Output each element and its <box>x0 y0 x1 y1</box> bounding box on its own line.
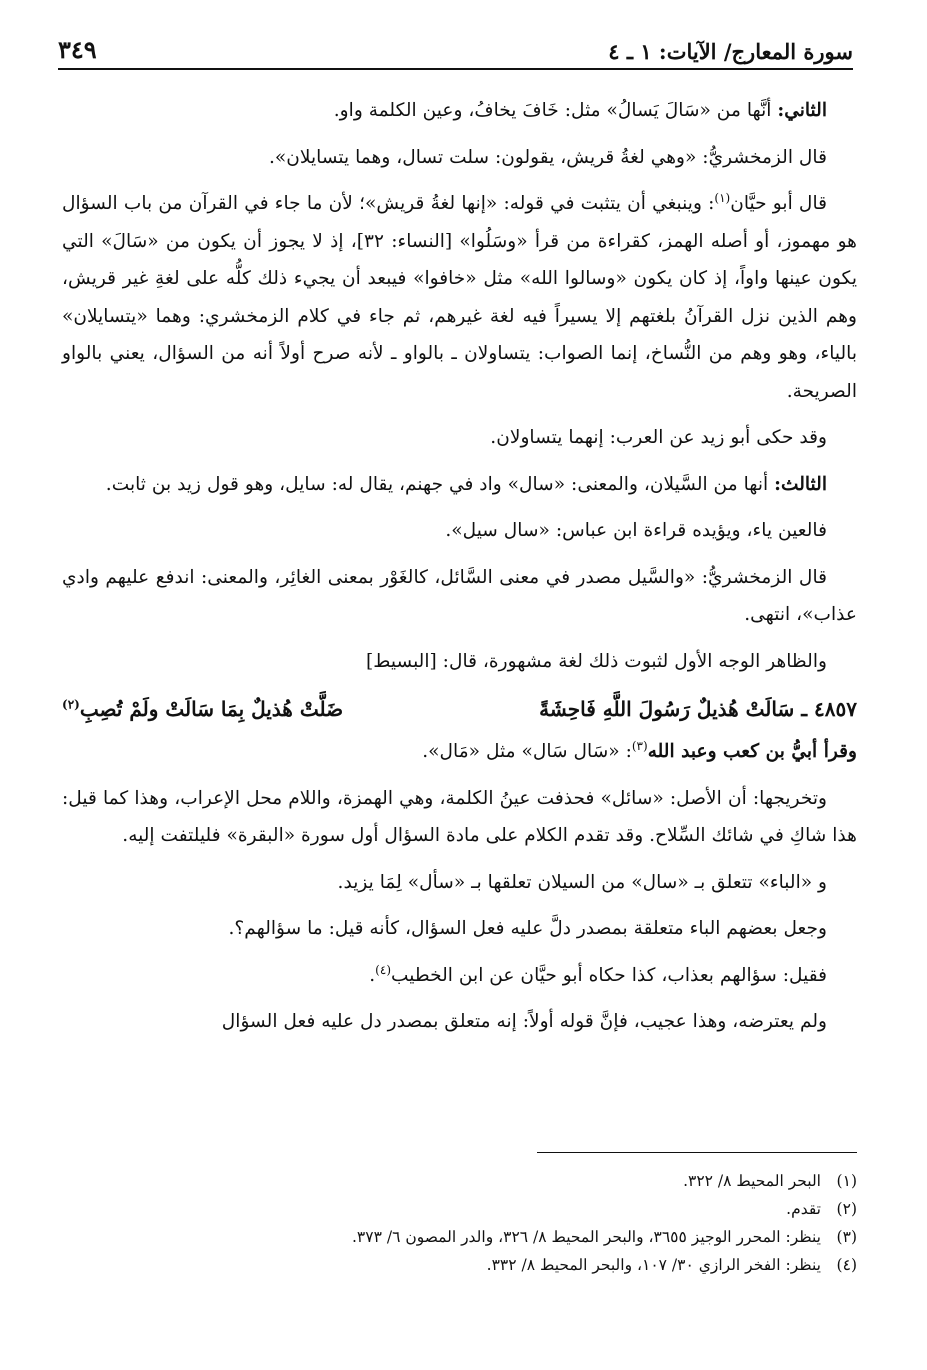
footnote-ref-1[interactable]: (١) <box>714 190 731 205</box>
paragraph-text: : «سَال سَال» مثل «مَال». <box>422 741 632 762</box>
paragraph-masdar-view <box>62 910 857 948</box>
paragraph-text: أنها من السَّيلان، والمعنى: «سال» واد في جهنم، يقال له: سايل، وهو قول زيد بن ثابت. <box>105 473 769 495</box>
paragraph-text: : وينبغي أن يتثبت في قوله: «إنها لغةُ قريش»؛ لأن ما جاء في القرآن من باب السؤال هو مهموز، أو أصله الهمز، كقراءة من قرأ «وسَلُوا» [النساء: ٣٢]، إذ لا يجوز أن يكون من «سَالَ» التي يكون عينها واواً، إذ كان يكون «وسالوا الله» مثل «خافوا» فيبعد أن يجيء ذلك كلُّه على لغةِ غير قريش، وهم الذين نزل القرآنُ بلغتهم إلا يسيراً فيه لغة غيرهم، ثم جاء في كلام الزمخشري: وهما «يتسايلان» بالياء، وهو وهم من النُّساخ، إنما الصواب: يتساولان ـ بالواو ـ لأنه صرح أولاً أنه من السؤال، يعني بالواو الصريحة. <box>62 193 857 402</box>
verse-hemistich-text: سَالَتْ هُذيلٌ رَسُولَ اللَّهِ فَاحِشَةً <box>539 697 795 721</box>
paragraph-text: . <box>369 964 376 986</box>
footnote-number: (٤) <box>836 1256 857 1274</box>
poetry-verse <box>62 689 857 729</box>
footnote-text: تقدم. <box>786 1200 821 1218</box>
footnote-ref-3[interactable]: (٣) <box>631 738 648 753</box>
paragraph-ibn-abbas <box>62 512 857 550</box>
paragraph-text: أنَّها من «سَالَ يَسالُ» مثل: خَافَ يخافُ، وعين الكلمة واو. <box>333 100 772 121</box>
paragraph-text: قال الزمخشريُّ: «وهي لغةُ قريش، يقولون: سلت تسال، وهما يتسايلان». <box>268 146 827 168</box>
footnote-text: البحر المحيط ٨/ ٣٢٢. <box>683 1172 821 1190</box>
footnote-text: ينظر: المحرر الوجيز ٣٦٥٥، والبحر المحيط ٨/ ٣٢٦، والدر المصون ٦/ ٣٧٣. <box>351 1228 821 1246</box>
footnote-item <box>62 1195 857 1223</box>
footnote-number: (١) <box>836 1172 857 1190</box>
paragraph-ubayy-reading <box>62 733 857 771</box>
paragraph-derivation <box>62 780 857 855</box>
paragraph-text: ولم يعترضه، وهذا عجيب، فإنَّ قوله أولاً: إنه متعلق بمصدر دل عليه فعل السؤال <box>221 1011 827 1032</box>
paragraph-text: والظاهر الوجه الأول لثبوت ذلك لغة مشهورة، قال: [البسيط] <box>365 650 827 672</box>
footnote-ref-2[interactable]: (٢) <box>62 697 80 712</box>
paragraph-text: فقيل: سؤالهم بعذاب، كذا حكاه أبو حيَّان عن ابن الخطيب <box>391 964 827 986</box>
paragraph-ibn-khatib <box>62 957 857 995</box>
footnote-number: (٢) <box>836 1200 857 1218</box>
paragraph-text: وجعل بعضهم الباء متعلقة بمصدر دلَّ عليه فعل السؤال، كأنه قيل: ما سؤالهم؟. <box>228 918 827 939</box>
paragraph-abu-zayd <box>62 419 857 457</box>
paragraph-lead: الثاني: <box>777 100 827 121</box>
paragraph-text: وتخريجها: أن الأصل: «سائل» فحذفت عينُ الكلمة، وهي الهمزة، واللام محل الإعراب، وهذا كما قيل: هذا شاكِ في شائك السِّلاح. وقد تقدم الكلام على مادة السؤال أول سورة «البقرة» فليلتفت إليه. <box>62 787 857 846</box>
footnote-item <box>62 1167 857 1195</box>
paragraph-text: و «الباء» تتعلق بـ «سال» من السيلان تعلقها بـ «سأل» لِمَا يزيد. <box>337 871 827 893</box>
verse-hemistich-text: ضَلَّتْ هُذيلٌ بِمَا سَالَتْ ولَمْ تُصِبِ <box>79 697 344 721</box>
paragraph-text: فالعين ياء، ويؤيده قراءة ابن عباس: «سال سيل». <box>445 520 827 541</box>
paragraph-text: وقد حكى أبو زيد عن العرب: إنهما يتساولان. <box>490 427 827 448</box>
verse-first-hemistich <box>539 689 857 729</box>
paragraph-text: قال أبو حيَّان <box>730 193 827 214</box>
footnote-number: (٣) <box>836 1228 857 1246</box>
paragraph-abu-hayyan <box>62 185 857 410</box>
paragraph-apparent-view <box>62 643 857 681</box>
verse-second-hemistich <box>62 689 343 729</box>
footnote-item <box>62 1251 857 1279</box>
footnote-ref-4[interactable]: (٤) <box>375 962 391 977</box>
paragraph-lead: الثالث: <box>774 473 827 495</box>
footnotes-section <box>62 1152 857 1279</box>
main-text <box>62 92 857 1050</box>
page-number: ٣٤٩ <box>58 35 97 64</box>
footnote-item <box>62 1223 857 1251</box>
paragraph-second-view <box>62 92 857 130</box>
paragraph-third-view <box>62 466 857 504</box>
paragraph-zamakhshari-1 <box>62 139 857 177</box>
paragraph-text: قال الزمخشريُّ: «والسَّيل مصدر في معنى السَّائل، كالغَوْر بمعنى الغائِر، والمعنى: اندفع عليهم وادي عذاب»، انتهى. <box>62 566 857 625</box>
paragraph-objection <box>62 1003 857 1041</box>
running-title: سورة المعارج/ الآيات: ١ ـ ٤ <box>608 39 853 64</box>
paragraph-lead: وقرأ أبيُّ بن كعب وعبد الله <box>647 741 857 762</box>
page-header <box>58 24 853 70</box>
paragraph-ba-attachment <box>62 864 857 902</box>
verse-number: ٤٨٥٧ ـ <box>801 697 857 721</box>
footnote-divider <box>537 1152 857 1153</box>
paragraph-zamakhshari-2 <box>62 559 857 634</box>
footnote-text: ينظر: الفخر الرازي ٣٠/ ١٠٧، والبحر المحيط ٨/ ٣٣٢. <box>486 1256 821 1274</box>
